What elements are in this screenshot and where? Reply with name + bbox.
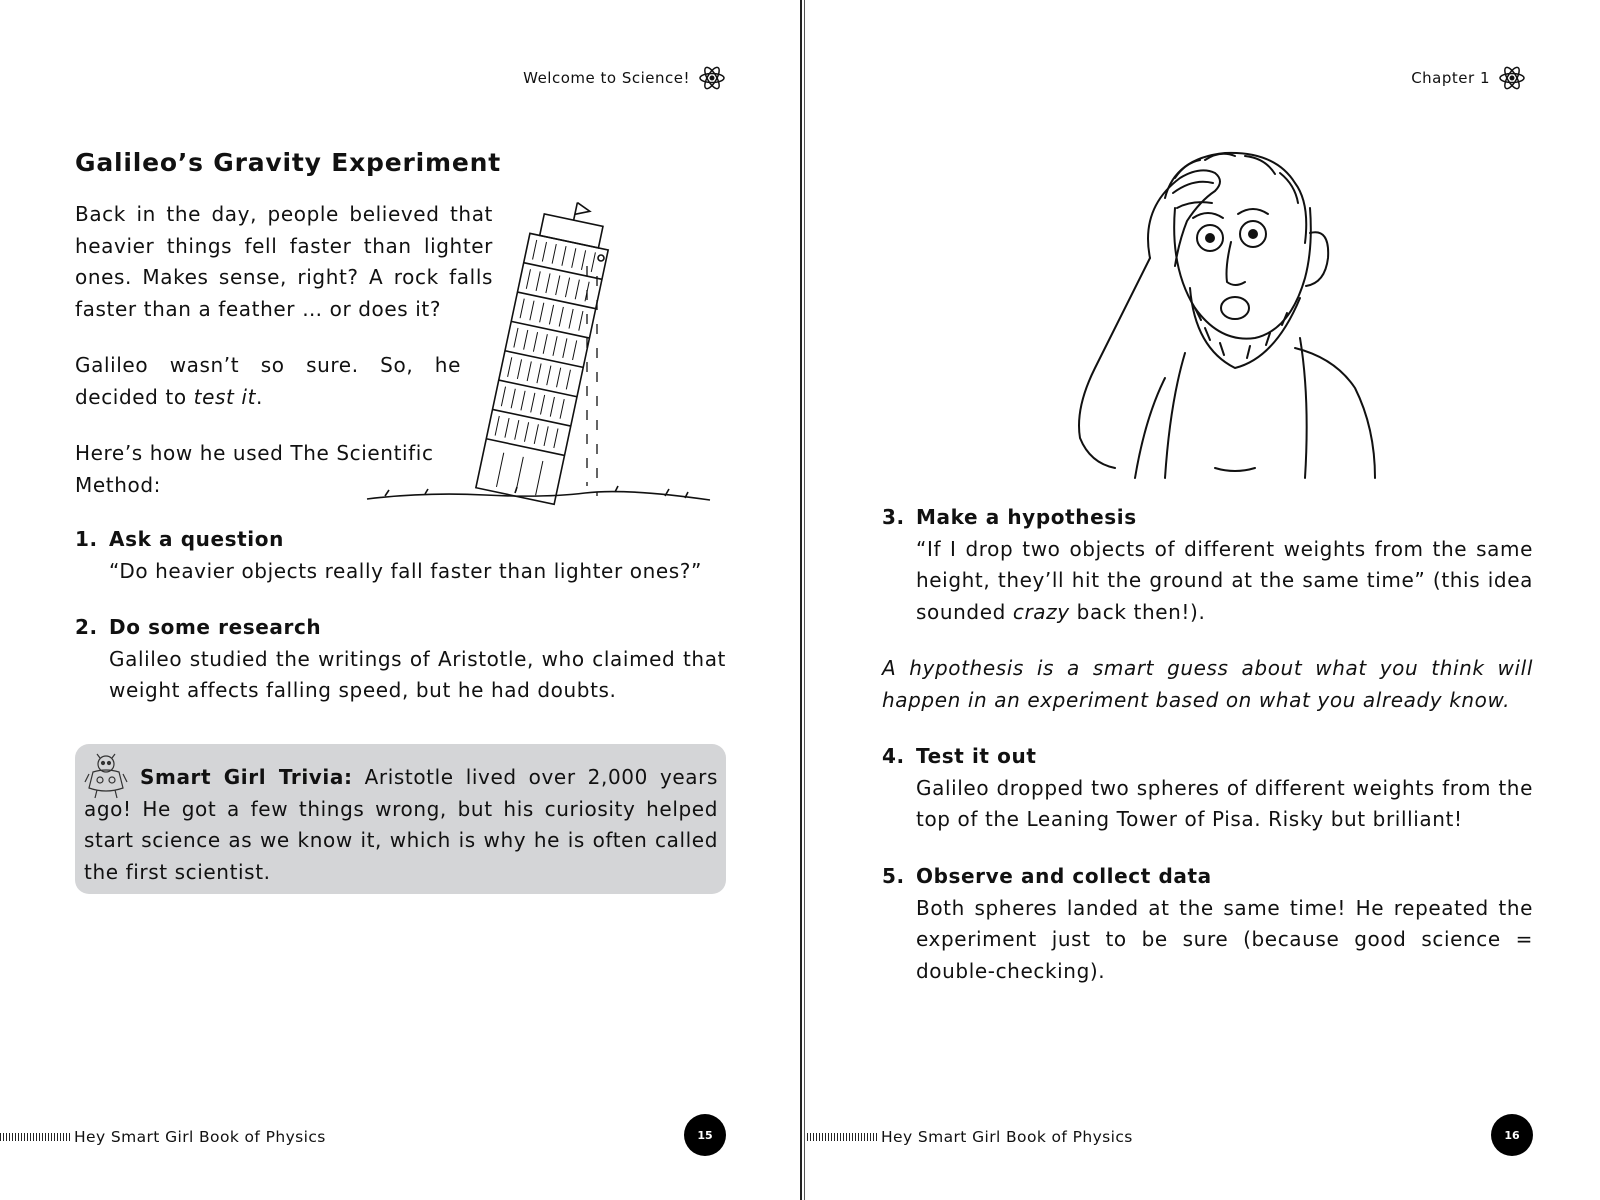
book-spine — [800, 0, 802, 1200]
page-number: 15 — [684, 1114, 726, 1156]
trivia-body: Aristotle lived over 2,000 years ago! He got a few things wrong, but his curiosity helped start science as we know it, which is why he is often called the first scientist. — [84, 765, 719, 884]
footer — [807, 1128, 1133, 1146]
book-spine-shadow — [804, 0, 805, 1200]
step-heading: Ask a question — [109, 527, 284, 551]
intro-paragraph-1: Back in the day, people believed that heavier things fell faster than lighter ones. Makes sense, right? A rock falls faster than a feather … or does it? — [75, 202, 493, 321]
footer — [0, 1128, 326, 1146]
footer-rule — [0, 1133, 70, 1141]
step-body-emphasis: crazy — [1012, 599, 1070, 624]
atom-icon — [1498, 64, 1526, 92]
step-number: 3. — [882, 505, 905, 529]
step-heading: Observe and collect data — [916, 864, 1212, 888]
step-body: “Do heavier objects really fall faster than lighter ones?” — [109, 558, 702, 583]
step-5 — [882, 861, 1533, 987]
trivia-text — [84, 762, 718, 888]
trivia-box — [75, 744, 726, 894]
step-number: 2. — [75, 615, 98, 639]
step-body — [882, 534, 1533, 629]
intro-paragraph-3: Here’s how he used The Scientific Method: — [75, 441, 434, 497]
running-header-text: Chapter 1 — [1411, 69, 1490, 87]
step-1 — [75, 524, 726, 587]
step-heading: Make a hypothesis — [916, 505, 1137, 529]
footer-rule — [807, 1133, 877, 1141]
step-number: 5. — [882, 864, 905, 888]
leaning-tower-illustration — [365, 196, 725, 514]
running-header — [523, 64, 726, 92]
step-number: 4. — [882, 744, 905, 768]
footer-book-title: Hey Smart Girl Book of Physics — [74, 1128, 326, 1146]
footer-book-title: Hey Smart Girl Book of Physics — [881, 1128, 1133, 1146]
galileo-illustration — [1055, 138, 1401, 480]
step-3 — [882, 502, 1533, 628]
step-2 — [75, 612, 726, 707]
step-body: Galileo dropped two spheres of different weights from the top of the Leaning Tower of Pisa. Risky but brilliant! — [916, 775, 1533, 831]
step-body: Both spheres landed at the same time! He repeated the experiment just to be sure (because good science = double-checking). — [916, 895, 1533, 983]
page-number: 16 — [1491, 1114, 1533, 1156]
step-body-start: “If I drop two objects of different weights from the same height, they’ll hit the ground at the same time” (this idea sounded — [916, 536, 1533, 624]
trivia-label: Smart Girl Trivia: — [140, 765, 353, 789]
page-title: Galileo’s Gravity Experiment — [75, 148, 501, 177]
running-header — [1411, 64, 1526, 92]
step-body-end: back then!). — [1069, 599, 1206, 624]
step-body: Galileo studied the writings of Aristotle, who claimed that weight affects falling speed, but he had doubts. — [109, 646, 726, 702]
step-heading: Test it out — [916, 744, 1037, 768]
step-heading: Do some research — [109, 615, 322, 639]
step-4 — [882, 741, 1533, 836]
running-header-text: Welcome to Science! — [523, 69, 690, 87]
atom-icon — [698, 64, 726, 92]
hypothesis-note: A hypothesis is a smart guess about what you think will happen in an experiment based on what you already know. — [882, 656, 1533, 712]
step-number: 1. — [75, 527, 98, 551]
intro-paragraph-2-start: Galileo wasn’t so sure. So, he decided to — [75, 353, 461, 409]
intro-paragraph-2-end: . — [256, 384, 263, 409]
right-page — [807, 0, 1600, 1200]
intro-paragraph-2-emphasis: test it — [193, 384, 257, 409]
